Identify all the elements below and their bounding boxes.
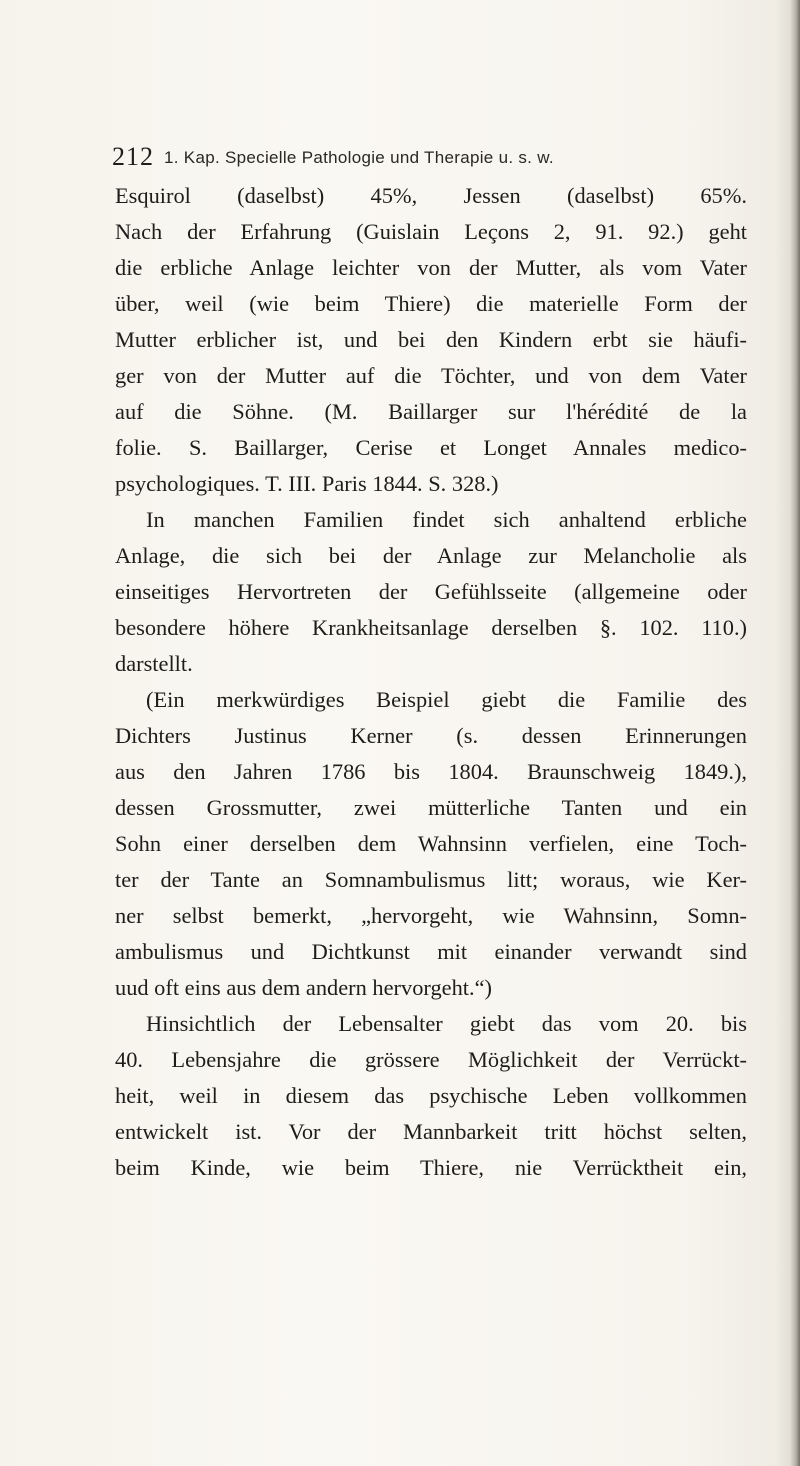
text-line: Hinsichtlich der Lebensalter giebt das vom 20. bis bbox=[146, 1011, 747, 1036]
text-line: Esquirol (daselbst) 45%, Jessen (daselbst) 65%. bbox=[115, 183, 747, 208]
text-line: (Ein merkwürdiges Beispiel giebt die Familie des bbox=[146, 687, 747, 712]
text-line: ner selbst bemerkt, „hervorgeht, wie Wahnsinn, Somn- bbox=[115, 903, 747, 928]
page-header bbox=[112, 142, 672, 176]
text-line: Anlage, die sich bei der Anlage zur Melancholie als bbox=[115, 543, 747, 568]
text-line: aus den Jahren 1786 bis 1804. Braunschweig 1849.), bbox=[115, 759, 747, 784]
text-line: darstellt. bbox=[115, 651, 193, 676]
text-line: psychologiques. T. III. Paris 1844. S. 328.) bbox=[115, 471, 499, 496]
text-line: entwickelt ist. Vor der Mannbarkeit tritt höchst selten, bbox=[115, 1119, 747, 1144]
text-line: 40. Lebensjahre die grössere Möglichkeit der Verrückt- bbox=[115, 1047, 747, 1072]
text-line: In manchen Familien findet sich anhaltend erbliche bbox=[146, 507, 747, 532]
text-line: beim Kinde, wie beim Thiere, nie Verrücktheit ein, bbox=[115, 1155, 747, 1180]
text-line: auf die Söhne. (M. Baillarger sur l'hérédité de la bbox=[115, 399, 747, 424]
text-line: Sohn einer derselben dem Wahnsinn verfielen, eine Toch- bbox=[115, 831, 747, 856]
text-line: ter der Tante an Somnambulismus litt; woraus, wie Ker- bbox=[115, 867, 747, 892]
page-edge-shadow bbox=[790, 0, 800, 1466]
text-line: ambulismus und Dichtkunst mit einander verwandt sind bbox=[115, 939, 747, 964]
page-number: 212 bbox=[112, 142, 154, 171]
text-line: Dichters Justinus Kerner (s. dessen Erinnerungen bbox=[115, 723, 747, 748]
text-line: dessen Grossmutter, zwei mütterliche Tanten und ein bbox=[115, 795, 747, 820]
text-line: Nach der Erfahrung (Guislain Leçons 2, 91. 92.) geht bbox=[115, 219, 747, 244]
text-line: besondere höhere Krankheitsanlage derselben §. 102. 110.) bbox=[115, 615, 747, 640]
text-line: die erbliche Anlage leichter von der Mutter, als vom Vater bbox=[115, 255, 747, 280]
running-head: 1. Kap. Specielle Pathologie und Therapie u. s. w. bbox=[164, 148, 554, 167]
text-line: über, weil (wie beim Thiere) die materielle Form der bbox=[115, 291, 747, 316]
text-line: folie. S. Baillarger, Cerise et Longet Annales medico- bbox=[115, 435, 747, 460]
text-line: Mutter erblicher ist, und bei den Kindern erbt sie häufi- bbox=[115, 327, 747, 352]
text-line: ger von der Mutter auf die Töchter, und von dem Vater bbox=[115, 363, 747, 388]
text-line: heit, weil in diesem das psychische Leben vollkommen bbox=[115, 1083, 747, 1108]
body-text bbox=[115, 178, 747, 1186]
text-line: uud oft eins aus dem andern hervorgeht.“) bbox=[115, 975, 492, 1000]
text-line: einseitiges Hervortreten der Gefühlsseite (allgemeine oder bbox=[115, 579, 747, 604]
